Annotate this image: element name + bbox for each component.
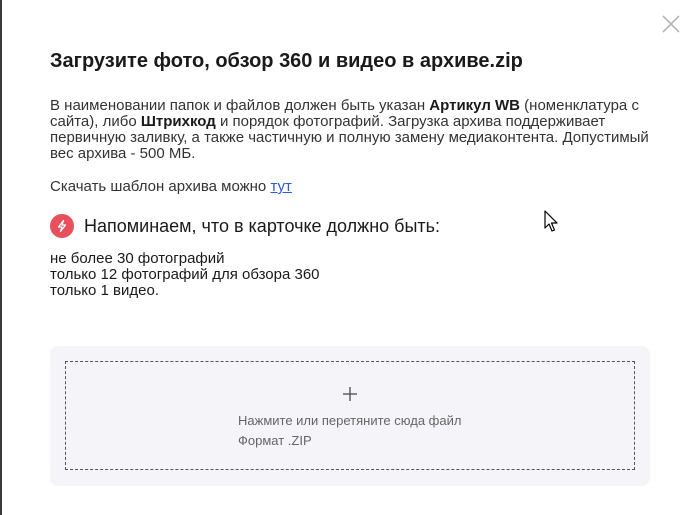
- reminder-text: Напоминаем, что в карточке должно быть:: [84, 215, 441, 236]
- dropzone-hint: Нажмите или перетяните сюда файл: [238, 413, 462, 428]
- rule-item: только 12 фотографий для обзора 360: [50, 266, 320, 283]
- bolt-icon: [50, 214, 74, 238]
- dropzone-text: [238, 411, 461, 451]
- description-bold-article: Артикул WB: [429, 97, 520, 114]
- plus-icon: [343, 387, 357, 401]
- mouse-cursor-icon: [544, 210, 560, 234]
- download-label: Скачать шаблон архива можно: [50, 178, 271, 195]
- dropzone-format: Формат .ZIP: [238, 433, 312, 448]
- rules-list: [50, 251, 320, 299]
- rule-item: не более 30 фотографий: [50, 250, 225, 267]
- reminder-heading: [50, 214, 440, 238]
- description-part2: (номенклатура с сайта), либо: [50, 97, 639, 130]
- close-icon: [659, 12, 683, 36]
- description-part3: и порядок фотографий. Загрузка архива поддерживает первичную заливку, а также частичную и полную замену медиаконтента. Допустимый вес архива - 500 МБ.: [50, 113, 649, 162]
- dropzone-container: [50, 346, 650, 486]
- file-dropzone[interactable]: [65, 361, 635, 470]
- description-text: [50, 98, 660, 162]
- modal-title: Загрузите фото, обзор 360 и видео в архиве.zip: [50, 50, 523, 72]
- description-bold-barcode: Штрихкод: [140, 113, 216, 130]
- description-part1: В наименовании папок и файлов должен быть указан: [50, 97, 430, 114]
- download-template-text: [50, 179, 292, 195]
- download-template-link[interactable]: тут: [270, 178, 292, 195]
- close-button[interactable]: [659, 12, 683, 36]
- rule-item: только 1 видео.: [50, 282, 159, 299]
- upload-archive-modal: [2, 0, 699, 515]
